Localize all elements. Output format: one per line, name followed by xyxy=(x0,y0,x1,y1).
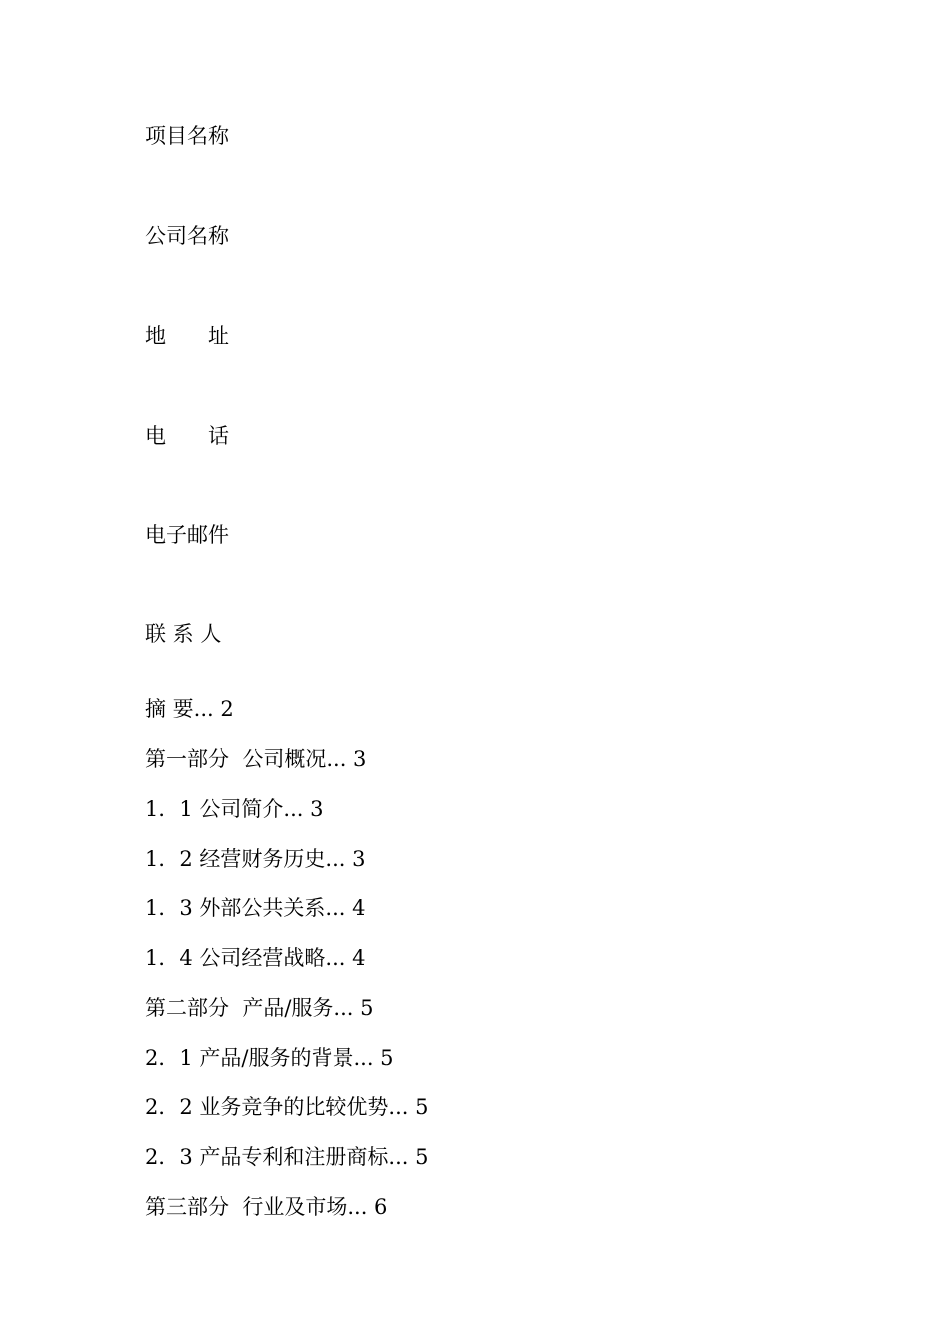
contact-person-label: 联 系 人 xyxy=(145,622,222,646)
company-name-label: 公司名称 xyxy=(145,224,229,248)
toc-entry-1-4[interactable]: 1．4 公司经营战略... 4 xyxy=(145,946,366,970)
toc-entry-2-2[interactable]: 2．2 业务竞争的比较优势... 5 xyxy=(145,1095,429,1119)
toc-entry-1-1[interactable]: 1．1 公司简介... 3 xyxy=(145,797,324,821)
toc-entry-1-3[interactable]: 1．3 外部公共关系... 4 xyxy=(145,896,366,920)
email-label: 电子邮件 xyxy=(145,523,229,547)
project-name-label: 项目名称 xyxy=(145,124,229,148)
phone-label: 电 话 xyxy=(145,424,229,448)
toc-entry-summary[interactable]: 摘 要... 2 xyxy=(145,697,234,721)
toc-entry-2-3[interactable]: 2．3 产品专利和注册商标... 5 xyxy=(145,1145,429,1169)
toc-entry-1-2[interactable]: 1．2 经营财务历史... 3 xyxy=(145,847,366,871)
address-label: 地 址 xyxy=(145,324,229,348)
toc-entry-part1[interactable]: 第一部分 公司概况... 3 xyxy=(145,747,367,771)
toc-entry-part3[interactable]: 第三部分 行业及市场... 6 xyxy=(145,1195,388,1219)
toc-entry-part2[interactable]: 第二部分 产品/服务... 5 xyxy=(145,996,374,1020)
toc-entry-2-1[interactable]: 2．1 产品/服务的背景... 5 xyxy=(145,1046,394,1070)
